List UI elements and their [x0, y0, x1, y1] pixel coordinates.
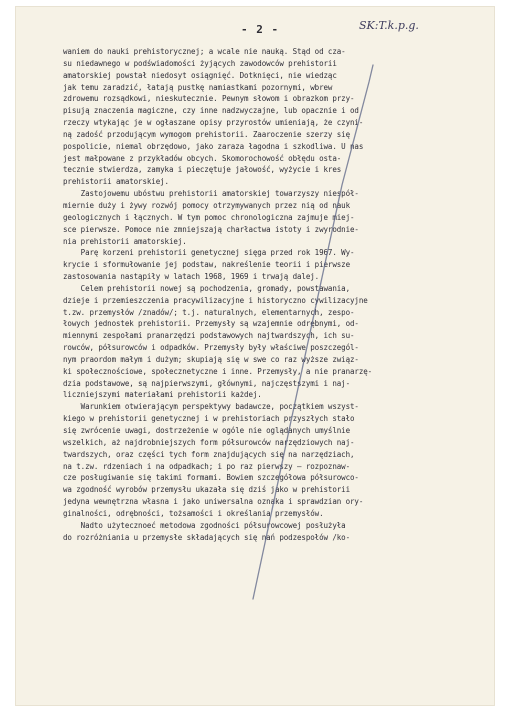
text-line: jak temu zaradzić, łatają pustkę namiastkami pozornymi, wbrew	[63, 82, 333, 92]
text-line: dzieje i przemieszczenia pracywilizacyjne i historyczno cywilizacyjne	[63, 295, 368, 305]
text-line: prehistorii amatorskiej.	[63, 177, 169, 187]
text-line: Zastojowemu ubóstwu prehistorii amatorskiej towarzyszy niespół-	[63, 189, 359, 199]
text-line: Nadto użytecznoeć metodowa zgodności półsurowcowej posłużyła	[63, 520, 346, 530]
text-line: waniem do nauki prehistorycznej; a wcale nie nauką. Stąd od cza-	[63, 47, 346, 56]
text-line: geologicznych i łącznych. W tym pomoc chronologiczna zajmuje miej-	[63, 212, 355, 222]
text-line: miennymi zespołami pranarzędzi podstawowych najtwardszych, ich su-	[63, 331, 355, 341]
text-line: ginalności, odrębności, tożsamości i określania przemysłów.	[63, 508, 324, 518]
text-line: nia prehistorii amatorskiej.	[63, 236, 187, 246]
text-line: t.zw. przemysłów /znadów/; t.j. naturalnych, elementarnych, zespo-	[63, 307, 355, 317]
text-line: kiego w prehistorii genetycznej i w prehistoriach przyszłych stało	[63, 414, 355, 424]
text-line: dzia podstawowe, są najpierwszymi, głównymi, najczęstszymi i naj-	[63, 378, 351, 388]
document-page	[15, 6, 495, 706]
text-line: tecznie stwierdza, zamyka i pieczętuje jałowość, wyżycie i kres	[63, 165, 342, 175]
text-line: Warunkiem otwierającym perspektywy badawcze, początkiem wszyst-	[63, 402, 359, 412]
handwritten-annotation: SK:T.k.p.g.	[359, 19, 419, 32]
text-line: jest małpowane z przykładów obcych. Skomorochowość obłędu osta-	[63, 153, 342, 163]
text-line: amatorskiej powstał niedosyt osiągnięć. Dotknięci, nie wiedząc	[63, 70, 337, 80]
text-line: wszelkich, aż najdrobniejszych form półsurowców narzędziowych naj-	[63, 437, 355, 447]
text-line: pisują znaczenia magiczne, czy inne nadzwyczajne, lub opacznie i od	[63, 106, 359, 116]
text-line: Celem prehistorii nowej są pochodzenia, gromady, powstawania,	[63, 283, 351, 293]
text-line: twardszych, oraz części tych form znajdujących się na narzędziach,	[63, 449, 355, 459]
text-line: łowych jednostek prehistorii. Przemysły są wzajemnie odrębnymi, od-	[63, 319, 359, 329]
text-line: jedyna wewnętrzna własna i jako uniwersalna oznaka i sprawdzian ory-	[63, 497, 364, 507]
text-line: na t.zw. rdzeniach i na odpadkach; i po raz pierwszy — rozpoznaw-	[63, 461, 351, 471]
text-line: pospolicie, niemal obrzędowo, jako zaraza łagodna i szkodliwa. U nas	[63, 141, 364, 151]
text-line: Parę korzeni prehistorii genetycznej sięga przed rok 1967. Wy-	[63, 248, 355, 258]
text-line: zdrowemu rozsądkowi, nieskutecznie. Pewnym słowom i obrazkom przy-	[63, 94, 355, 104]
text-line: nym praordom małym i dużym; skupiają się w swe co raz wyższe związ-	[63, 354, 359, 364]
text-line: do rozróżniania u przemysłe składających się nań podzespołów /ko-	[63, 532, 351, 542]
text-line: krycie i sformułowanie jej podstaw, nakreślenie teorii i pierwsze	[63, 260, 351, 270]
page-number: - 2 -	[241, 23, 280, 36]
text-line: się zwrócenie uwagi, dostrzeżenie w ogóle nie oglądanych umyślnie	[63, 426, 351, 435]
text-line: liczniejszymi materiałami prehistorii każdej.	[63, 390, 262, 400]
text-line: cze posługiwanie się takimi formami. Bowiem szczegółowa półsurowco-	[63, 473, 359, 483]
pen-stroke-mark	[16, 7, 495, 706]
text-line: wa zgodność wyrobów przemysłu ukazała się dziś jako w prehistorii	[63, 485, 351, 495]
text-line: zastosowania nastąpiły w latach 1968, 1969 i trwają dalej.	[63, 272, 320, 282]
text-line: rowców, półsurowców i odpadków. Przemysły były właściwe poszczegól-	[63, 343, 359, 353]
text-line: miernie duży i żywy rozwój pomocy otrzymywanych przez nią od nauk	[63, 200, 351, 210]
text-line: ki społecznościowe, społecznetyczne i inne. Przemysły, a nie pranarzę-	[63, 366, 373, 376]
text-line: ną zadość przodującym wymogom prehistorii. Zaaroczenie szerzy się	[63, 129, 351, 139]
text-line: rzeczy wtykając je w ogłaszane opisy przyrostów umieniają, że czyni-	[63, 118, 364, 128]
text-line: sce pierwsze. Pomoce nie zmniejszają charłactwa istoty i zwyrodnie-	[63, 224, 359, 234]
text-line: su niedawnego w podświadomości żyjących zawodowców prehistorii	[63, 58, 337, 68]
